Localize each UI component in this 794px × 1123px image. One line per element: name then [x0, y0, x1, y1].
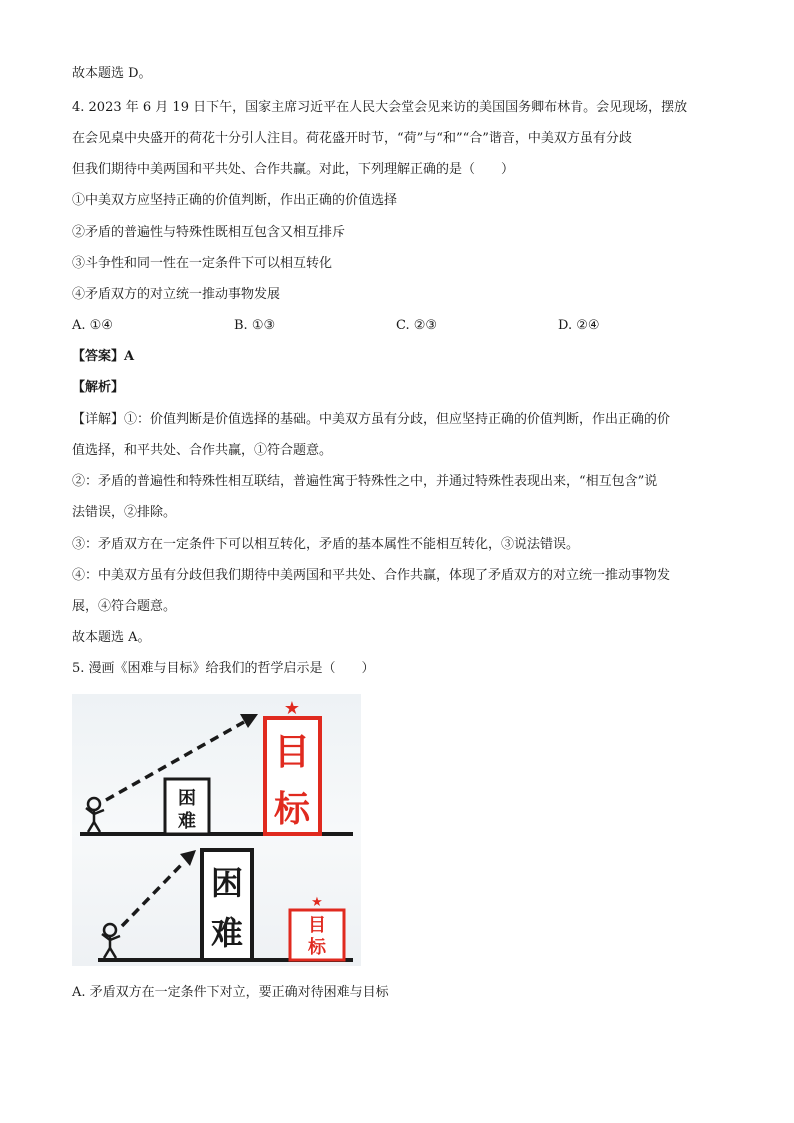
- comic-difficulty-and-goal: [72, 694, 361, 966]
- bottom-difficulty-char-2: 难: [210, 914, 244, 952]
- q4-stem-line-2: 在会见桌中央盛开的荷花十分引人注目。荷花盛开时节，“荷”与“和”“合”谐音，中美双方虽有分歧: [72, 131, 632, 146]
- q4-answer: 【答案】A: [72, 349, 135, 364]
- q5-stem: 5. 漫画《困难与目标》给我们的哲学启示是（ ）: [72, 661, 375, 676]
- top-difficulty-char-2: 难: [178, 811, 196, 832]
- q4-final-answer: 故本题选 A。: [72, 630, 151, 645]
- q4-detail-1b: 值选择，和平共处、合作共赢，①符合题意。: [72, 443, 333, 458]
- q4-stem-line-3: 但我们期待中美两国和平共处、合作共赢。对此，下列理解正确的是（ ）: [72, 162, 515, 177]
- q4-stem-line-1: 4. 2023 年 6 月 19 日下午，国家主席习近平在人民大会堂会见来访的美国国务卿布林肯。会见现场，摆放: [72, 100, 688, 115]
- q4-option-d: D. ②④: [558, 318, 600, 333]
- q4-detail-1a: 【详解】①：价值判断是价值选择的基础。中美双方虽有分歧，但应坚持正确的价值判断，作出正确的价: [72, 412, 671, 427]
- q4-statement-4: ④矛盾双方的对立统一推动事物发展: [72, 287, 281, 302]
- q4-option-b: B. ①③: [234, 318, 276, 333]
- top-goal-star-icon: ★: [283, 698, 301, 719]
- q4-statement-2: ②矛盾的普遍性与特殊性既相互包含又相互排斥: [72, 225, 346, 240]
- q5-option-a: A. 矛盾双方在一定条件下对立，要正确对待困难与目标: [72, 985, 389, 1000]
- q4-detail-3: ③：矛盾双方在一定条件下可以相互转化，矛盾的基本属性不能相互转化，③说法错误。: [72, 537, 580, 552]
- q4-detail-2b: 法错误，②排除。: [72, 505, 177, 520]
- q4-statement-1: ①中美双方应坚持正确的价值判断，作出正确的价值选择: [72, 193, 398, 208]
- q4-analysis-heading: 【解析】: [72, 380, 125, 395]
- bottom-dashed-arrow: [122, 862, 184, 926]
- q4-detail-2a: ②：矛盾的普遍性和特殊性相互联结，普遍性寓于特殊性之中，并通过特殊性表现出来，“相互包含”说: [72, 474, 658, 489]
- bottom-goal-char-1: 目: [308, 915, 326, 936]
- bottom-difficulty-char-1: 困: [210, 864, 244, 902]
- bottom-goal-char-2: 标: [308, 937, 326, 958]
- q4-option-c: C. ②③: [396, 318, 438, 333]
- bottom-stick-figure: [102, 924, 120, 958]
- bottom-goal-star-icon: ★: [311, 895, 323, 910]
- top-difficulty-char-1: 困: [178, 788, 196, 809]
- bottom-arrowhead: [180, 850, 196, 866]
- q4-option-a: A. ①④: [72, 318, 113, 333]
- top-goal-char-1: 目: [273, 732, 311, 773]
- q4-statement-3: ③斗争性和同一性在一定条件下可以相互转化: [72, 256, 333, 271]
- q4-detail-4b: 展，④符合题意。: [72, 599, 177, 614]
- top-stick-figure: [86, 798, 104, 832]
- line-prev-answer: 故本题选 D。: [72, 66, 152, 81]
- top-goal-char-2: 标: [273, 789, 311, 830]
- q4-detail-4a: ④：中美双方虽有分歧但我们期待中美两国和平共处、合作共赢，体现了矛盾双方的对立统一推动事物发: [72, 568, 671, 583]
